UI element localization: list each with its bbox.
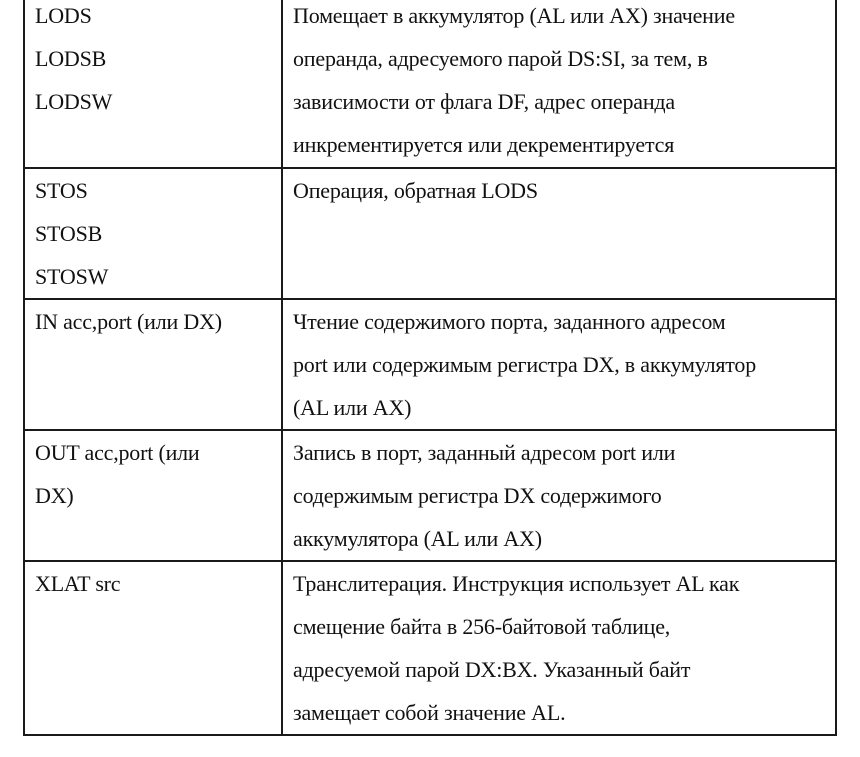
table-row-xlat: [24, 561, 836, 735]
description-text: содержимым регистра DX содержимого: [293, 483, 662, 508]
command-text: DX): [35, 483, 74, 508]
table-row-out: [24, 430, 836, 561]
command-text: LODSW: [35, 89, 113, 114]
command-text: STOSB: [35, 221, 103, 246]
command-text: XLAT src: [35, 571, 121, 596]
command-cell: [24, 430, 282, 561]
description-cell: [282, 430, 836, 561]
description-text: смещение байта в 256-байтовой таблице,: [293, 614, 671, 639]
description-text: замещает собой значение AL.: [293, 700, 566, 725]
description-cell: [282, 561, 836, 735]
command-text: STOSW: [35, 264, 109, 289]
description-text: аккумулятора (AL или AX): [293, 526, 542, 551]
command-cell: [24, 168, 282, 299]
description-text: зависимости от флага DF, адрес операнда: [293, 89, 675, 114]
table-row-stos: [24, 168, 836, 299]
table-row-lods: [24, 0, 836, 168]
description-text: Операция, обратная LODS: [293, 178, 538, 203]
description-text: Транслитерация. Инструкция использует AL как: [293, 571, 740, 596]
description-text: Помещает в аккумулятор (AL или AX) значение: [293, 3, 735, 28]
instruction-table: [23, 0, 837, 736]
command-cell: [24, 561, 282, 735]
command-text: STOS: [35, 178, 88, 203]
description-text: (AL или AX): [293, 395, 412, 420]
description-text: Чтение содержимого порта, заданного адресом: [293, 309, 726, 334]
command-cell: [24, 299, 282, 430]
description-text: port или содержимым регистра DX, в аккумулятор: [293, 352, 757, 377]
description-text: Запись в порт, заданный адресом port или: [293, 440, 676, 465]
command-text: IN acc,port (или DX): [35, 309, 222, 334]
command-text: LODS: [35, 3, 92, 28]
command-text: OUT acc,port (или: [35, 440, 200, 465]
description-text: инкрементируется или декрементируется: [293, 132, 675, 157]
description-text: операнда, адресуемого парой DS:SI, за тем, в: [293, 46, 708, 71]
description-cell: [282, 168, 836, 299]
description-text: адресуемой парой DX:BX. Указанный байт: [293, 657, 691, 682]
command-cell: [24, 0, 282, 168]
table-row-in: [24, 299, 836, 430]
description-cell: [282, 0, 836, 168]
description-cell: [282, 299, 836, 430]
command-text: LODSB: [35, 46, 107, 71]
